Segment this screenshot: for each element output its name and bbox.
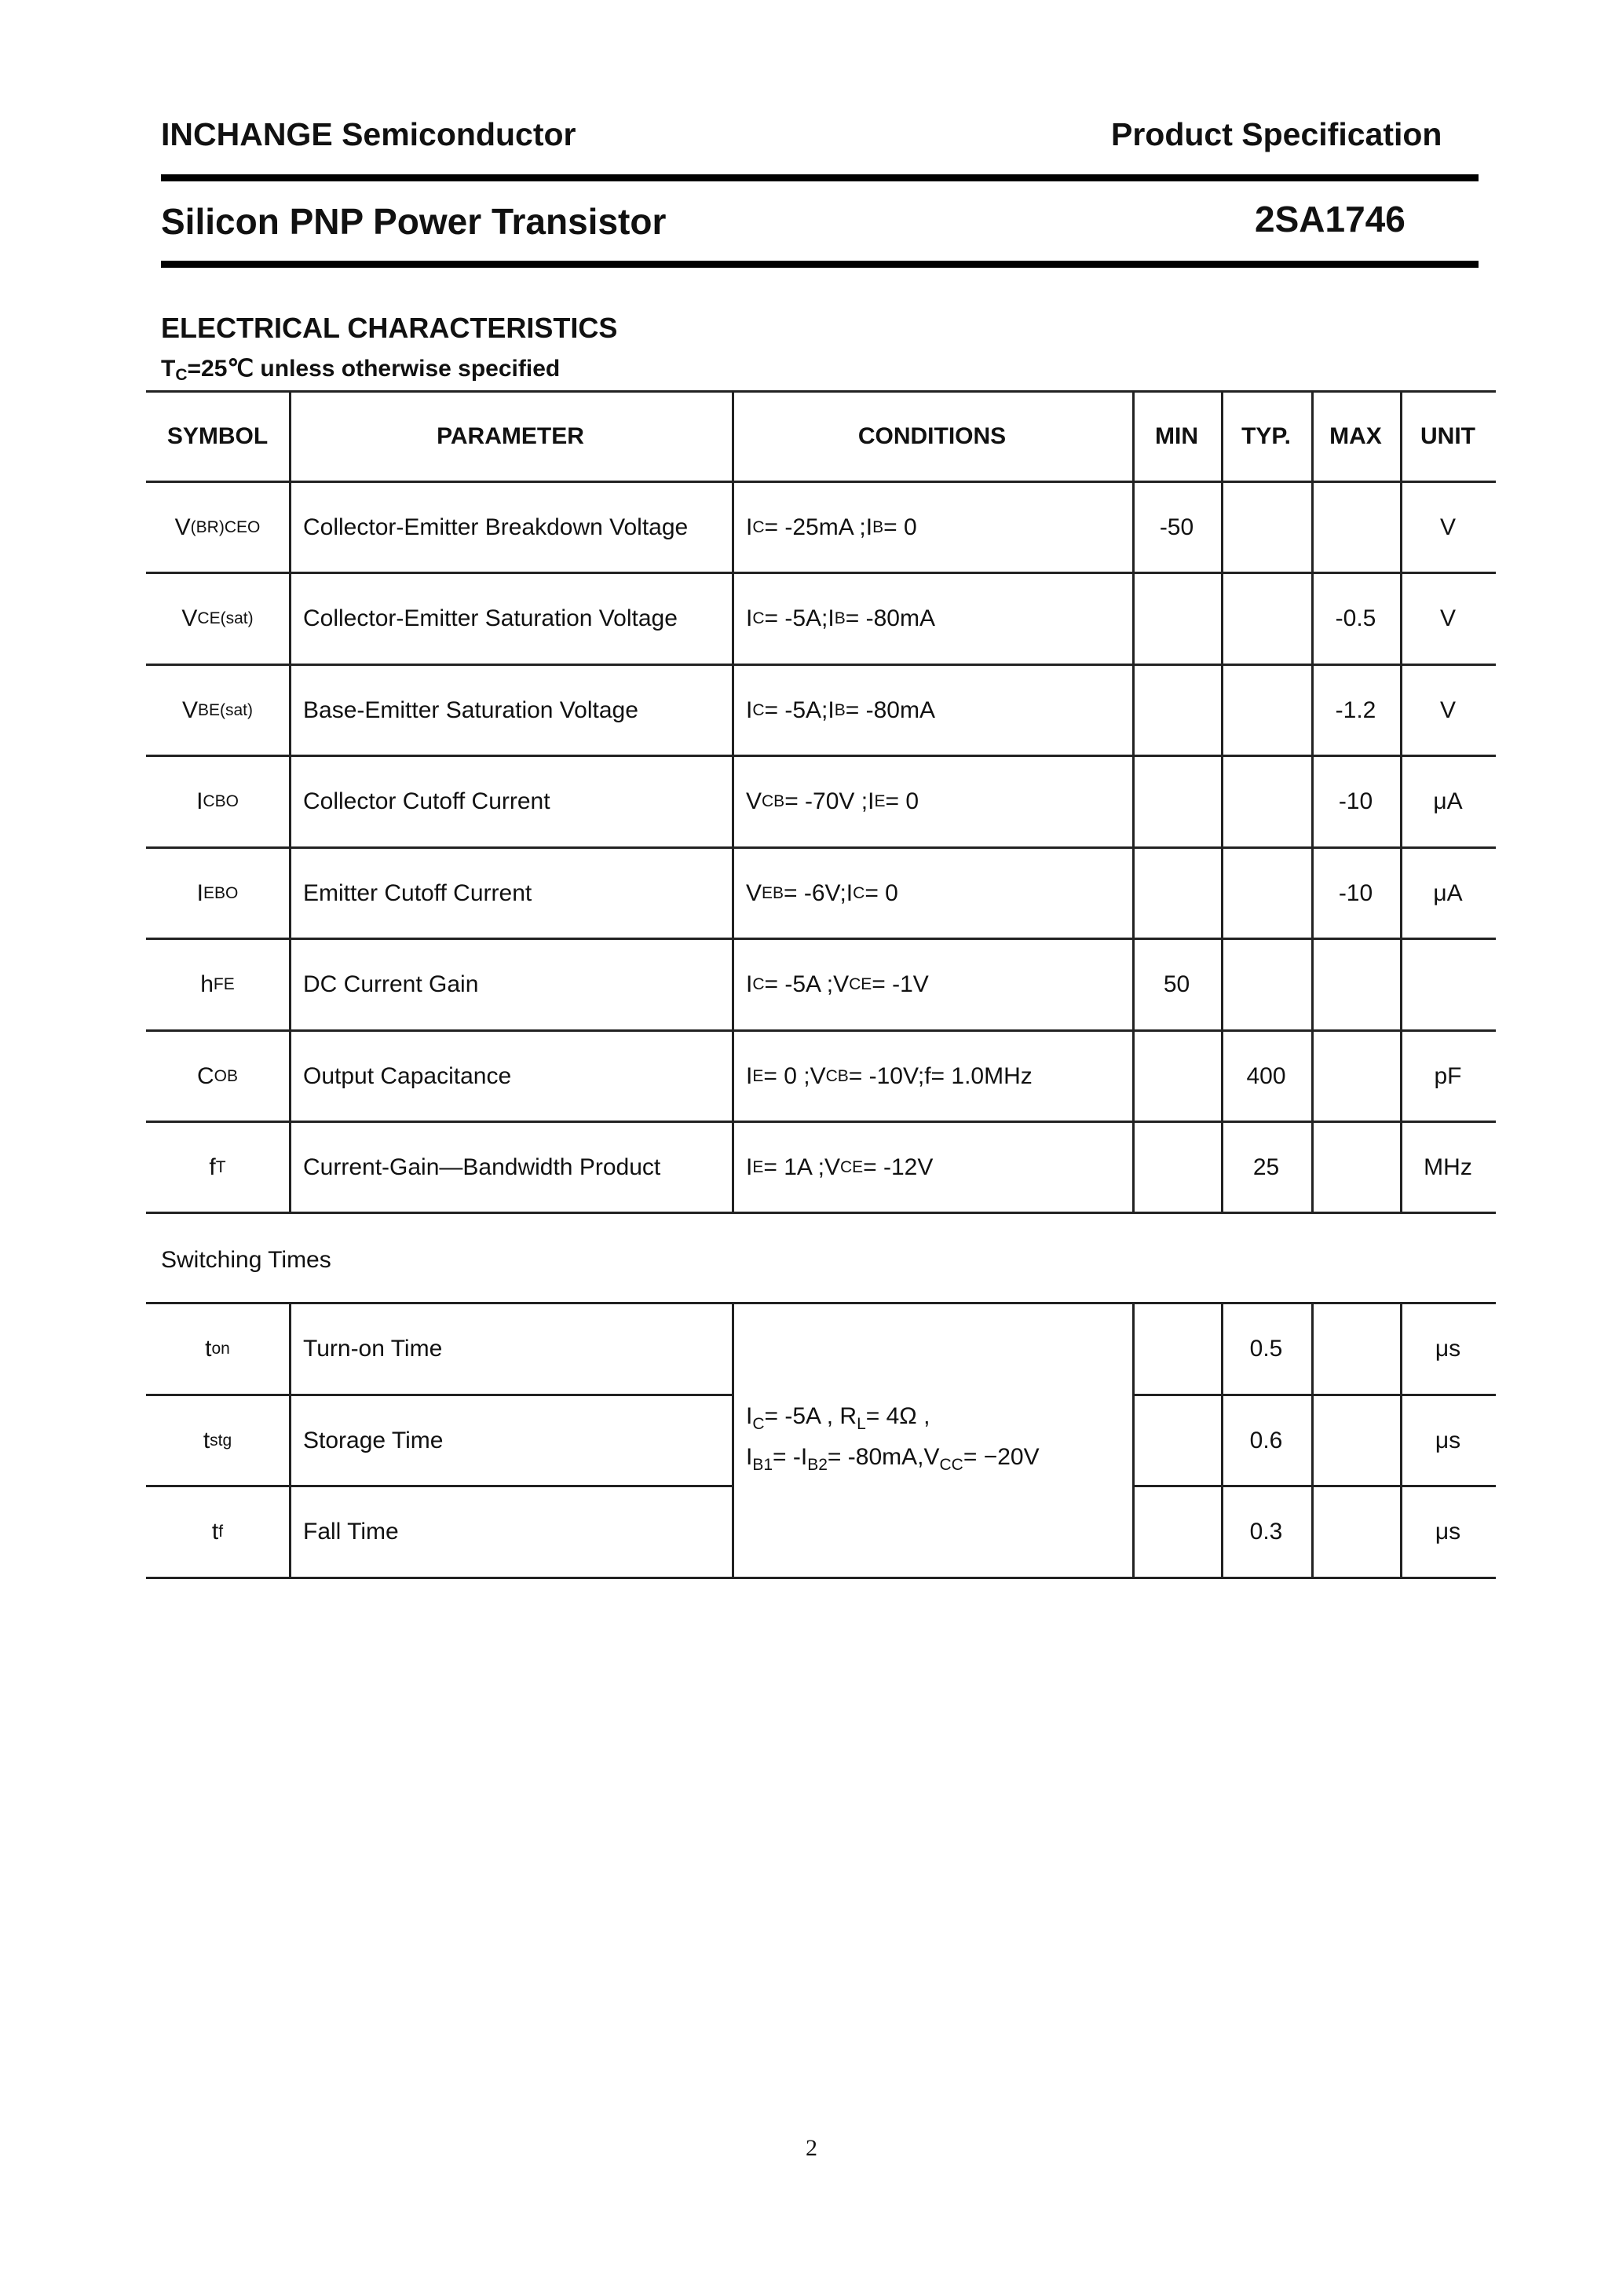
unit-cell: V — [1439, 605, 1456, 631]
page-number: 2 — [806, 2135, 817, 2161]
max-cell: -1.2 — [1335, 696, 1376, 723]
parameter-cell: Turn-on Time — [303, 1336, 443, 1362]
column-divider — [1132, 390, 1135, 1214]
symbol-cell: I EBO — [196, 879, 239, 906]
symbol-cell: t stg — [203, 1427, 232, 1453]
column-divider — [1400, 1302, 1402, 1579]
typ-cell — [1221, 574, 1311, 664]
typ-cell — [1221, 666, 1311, 755]
switching-times-label: Switching Times — [161, 1247, 331, 1273]
max-cell — [1311, 1123, 1400, 1212]
typ-cell — [1221, 757, 1311, 846]
min-cell — [1132, 1487, 1221, 1577]
parameter-cell: DC Current Gain — [303, 971, 479, 997]
max-cell: -10 — [1338, 788, 1373, 814]
conditions-cell: I E = 0 ; V CB = -10V;f= 1.0MHz — [746, 1062, 1033, 1089]
min-cell — [1132, 574, 1221, 664]
min-cell — [1132, 1304, 1221, 1394]
unit-cell: μs — [1435, 1336, 1461, 1362]
column-divider — [1132, 1302, 1135, 1579]
parameter-cell: Collector-Emitter Saturation Voltage — [303, 605, 678, 631]
column-header-typ: TYP. — [1241, 423, 1291, 449]
conditions-cell: I C = -5A ; V CE = -1V — [746, 971, 929, 997]
min-cell — [1132, 666, 1221, 755]
parameter-cell: Base-Emitter Saturation Voltage — [303, 696, 638, 723]
parameter-cell: Fall Time — [303, 1519, 399, 1545]
column-divider — [1221, 390, 1223, 1214]
column-divider — [1400, 390, 1402, 1214]
max-cell — [1311, 1487, 1400, 1577]
unit-cell: μA — [1433, 788, 1463, 814]
typ-cell — [1221, 483, 1311, 572]
typ-cell: 0.6 — [1249, 1427, 1283, 1453]
min-cell: -50 — [1159, 514, 1194, 540]
unit-cell: μs — [1435, 1519, 1461, 1545]
conditions-cell: I C = -5A; I B = -80mA — [746, 696, 935, 723]
unit-cell: pF — [1434, 1062, 1462, 1089]
min-cell — [1132, 1032, 1221, 1121]
column-divider — [732, 1302, 734, 1579]
unit-cell: μA — [1433, 879, 1463, 906]
max-cell — [1311, 940, 1400, 1029]
conditions-line: $I_C= -5A$ , $R_L= 4\Omega$ , — [746, 1402, 930, 1433]
column-header-symbol: SYMBOL — [166, 423, 269, 449]
max-cell — [1311, 1032, 1400, 1121]
max-cell: -0.5 — [1335, 605, 1376, 631]
typ-cell: 400 — [1246, 1062, 1286, 1089]
column-header-conditions: CONDITIONS — [857, 423, 1007, 449]
symbol-cell: V (BR)CEO — [174, 514, 261, 540]
table-rule — [146, 1212, 1496, 1214]
min-cell — [1132, 849, 1221, 938]
conditions-cell: I E = 1A ; V CE = -12V — [746, 1153, 934, 1180]
max-cell: -10 — [1338, 879, 1373, 906]
max-cell — [1311, 1396, 1400, 1485]
typ-cell: 0.3 — [1249, 1519, 1283, 1545]
column-header-parameter: PARAMETER — [437, 423, 584, 449]
max-cell — [1311, 1304, 1400, 1394]
column-divider — [732, 390, 734, 1214]
min-cell — [1132, 757, 1221, 846]
column-divider — [1311, 1302, 1314, 1579]
symbol-cell: f T — [209, 1153, 226, 1180]
conditions-cell: V CB = -70V ; I E = 0 — [746, 788, 919, 814]
typ-cell — [1221, 940, 1311, 1029]
symbol-cell: t f — [211, 1519, 224, 1545]
symbol-cell: h FE — [200, 971, 235, 997]
min-cell — [1132, 1396, 1221, 1485]
column-divider — [1221, 1302, 1223, 1579]
conditions-cell: I C = -25mA ; I B = 0 — [746, 514, 917, 540]
min-cell — [1132, 1123, 1221, 1212]
symbol-cell: V BE(sat) — [181, 696, 254, 723]
symbol-cell: V CE(sat) — [181, 605, 254, 631]
part-number: 2SA1746 — [1255, 199, 1406, 239]
typ-cell: 0.5 — [1249, 1336, 1283, 1362]
header-rule — [161, 174, 1479, 181]
title-rule — [161, 261, 1479, 268]
max-cell — [1311, 483, 1400, 572]
typ-cell — [1221, 849, 1311, 938]
product-title: Silicon PNP Power Transistor — [161, 201, 667, 242]
parameter-cell: Collector Cutoff Current — [303, 788, 550, 814]
parameter-cell: Collector-Emitter Breakdown Voltage — [303, 514, 689, 540]
typ-cell: 25 — [1252, 1153, 1280, 1180]
column-header-max: MAX — [1329, 423, 1382, 449]
conditions-cell: V EB = -6V; I C = 0 — [746, 879, 898, 906]
column-divider — [1311, 390, 1314, 1214]
unit-cell: μs — [1435, 1427, 1461, 1453]
min-cell: 50 — [1163, 971, 1190, 997]
table-rule — [146, 1577, 1496, 1579]
conditions-cell: I C = -5A; I B = -80mA — [746, 605, 935, 631]
unit-cell: V — [1439, 514, 1456, 540]
test-condition: $T_C=25℃$ unless otherwise specified — [161, 356, 561, 384]
switching-conditions-cell — [732, 1304, 1132, 1577]
conditions-line: $I_{B1}= -I_{B2}= -80mA,V_{CC}= -20V$ — [746, 1443, 1040, 1474]
unit-cell: MHz — [1424, 1153, 1472, 1180]
unit-cell: V — [1439, 696, 1456, 723]
column-header-min: MIN — [1155, 423, 1198, 449]
symbol-cell: t on — [205, 1336, 230, 1362]
parameter-cell: Output Capacitance — [303, 1062, 512, 1089]
section-title: ELECTRICAL CHARACTERISTICS — [161, 312, 618, 344]
company-name: INCHANGE Semiconductor — [161, 116, 576, 152]
unit-cell — [1400, 940, 1496, 1029]
column-divider — [289, 390, 291, 1214]
symbol-cell: C OB — [196, 1062, 238, 1089]
parameter-cell: Emitter Cutoff Current — [303, 879, 532, 906]
document-type: Product Specification — [1111, 116, 1442, 152]
column-divider — [289, 1302, 291, 1579]
symbol-cell: I CBO — [196, 788, 239, 814]
parameter-cell: Storage Time — [303, 1427, 444, 1453]
column-header-unit: UNIT — [1420, 423, 1475, 449]
parameter-cell: Current-Gain—Bandwidth Product — [303, 1153, 661, 1180]
